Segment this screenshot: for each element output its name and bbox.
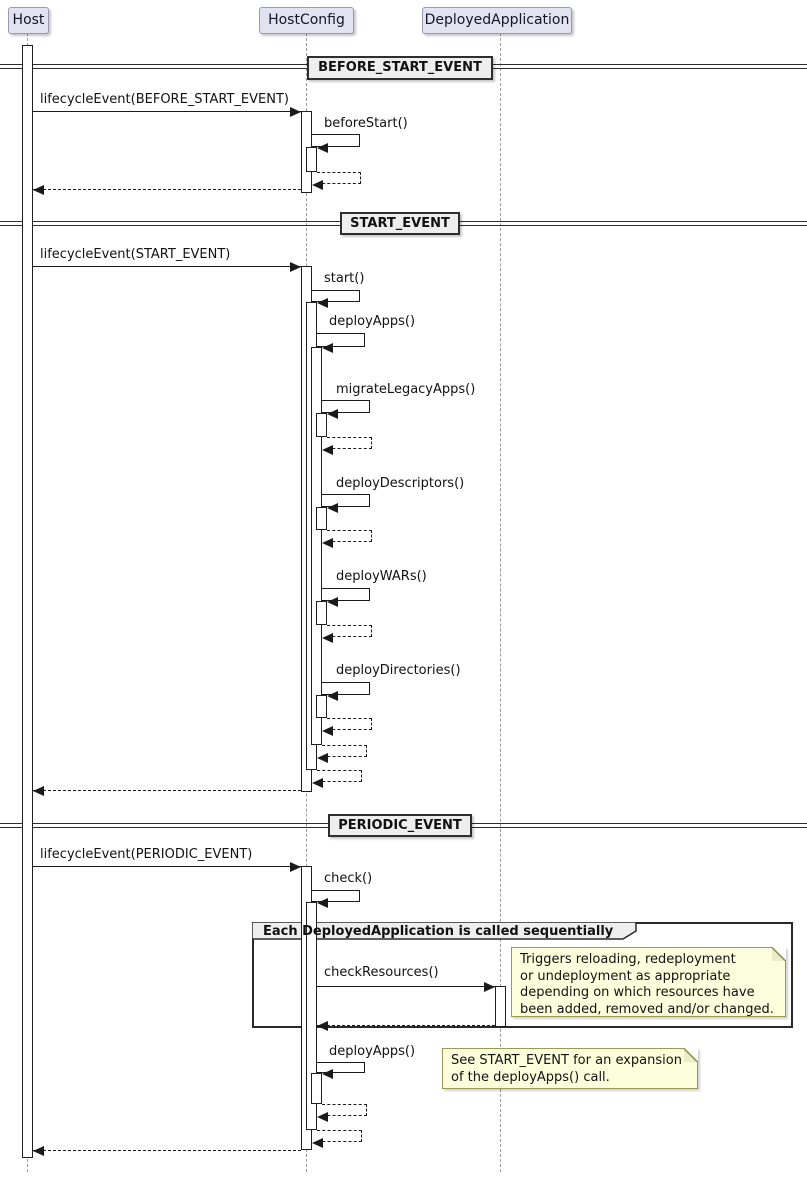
- arrowhead-left-icon: [312, 180, 323, 190]
- activation-bar-deploy-descriptors: [316, 507, 327, 530]
- message-label-migrate-legacy-apps: migrateLegacyApps(): [336, 382, 476, 397]
- message-label-lifecycle-before-start: lifecycleEvent(BEFORE_START_EVENT): [40, 92, 289, 107]
- message-label-lifecycle-start: lifecycleEvent(START_EVENT): [40, 247, 231, 262]
- divider-periodic-event: PERIODIC_EVENT: [328, 814, 472, 837]
- message-label-deploy-descriptors: deployDescriptors(): [336, 476, 465, 491]
- arrowhead-left-icon: [322, 445, 333, 455]
- activation-bar-deployedapplication: [495, 986, 506, 1027]
- message-label-deploy-directories: deployDirectories(): [336, 663, 461, 678]
- message-arrow-check-resources: [317, 986, 495, 987]
- activation-bar-host: [22, 45, 33, 1158]
- message-label-check: check(): [324, 871, 373, 886]
- arrowhead-left-icon: [322, 1069, 333, 1079]
- self-return-deploy-wars: [327, 625, 372, 637]
- arrowhead-left-icon: [33, 185, 44, 195]
- arrowhead-left-icon: [317, 898, 328, 908]
- arrowhead-left-icon: [33, 1146, 44, 1156]
- message-arrow-lifecycle-before-start: [33, 111, 301, 112]
- message-label-start: start(): [324, 271, 365, 286]
- note-line: or undeployment as appropriate: [520, 968, 731, 984]
- self-return-deploy-apps-periodic: [322, 1104, 367, 1116]
- arrowhead-left-icon: [327, 409, 338, 419]
- group-frame-title: Each DeployedApplication is called sequentially: [263, 924, 614, 939]
- divider-start-event: START_EVENT: [340, 212, 460, 235]
- note-line: been added, removed and/or changed.: [520, 1001, 774, 1017]
- arrowhead-right-icon: [290, 862, 301, 872]
- activation-bar-deploy-apps: [311, 347, 322, 745]
- note-line: Triggers reloading, redeployment: [520, 952, 736, 967]
- arrowhead-left-icon: [327, 691, 338, 701]
- self-return-migrate-legacy-apps: [327, 437, 372, 449]
- message-label-deploy-wars: deployWARs(): [336, 569, 427, 584]
- activation-bar-deploy-directories: [316, 695, 327, 718]
- message-label-deploy-apps-periodic: deployApps(): [329, 1044, 416, 1059]
- message-label-check-resources: checkResources(): [324, 965, 439, 980]
- self-return-check: [317, 1130, 362, 1142]
- arrowhead-left-icon: [317, 753, 328, 763]
- note-deploy-apps: [442, 1048, 698, 1089]
- arrowhead-left-icon: [322, 343, 333, 353]
- note-line: depending on which resources have: [520, 985, 755, 1000]
- arrowhead-left-icon: [317, 1021, 328, 1031]
- message-label-lifecycle-periodic: lifecycleEvent(PERIODIC_EVENT): [40, 847, 253, 862]
- arrowhead-left-icon: [312, 778, 323, 788]
- return-arrow-to-host: [33, 790, 301, 791]
- arrowhead-left-icon: [33, 786, 44, 796]
- arrowhead-right-icon: [290, 262, 301, 272]
- return-arrow-to-host: [33, 1150, 301, 1151]
- arrowhead-left-icon: [322, 538, 333, 548]
- note-check-resources: [511, 947, 786, 1017]
- arrowhead-left-icon: [322, 633, 333, 643]
- arrowhead-right-icon: [484, 982, 495, 992]
- message-arrow-lifecycle-start: [33, 266, 301, 267]
- note-fold-icon: [772, 947, 786, 961]
- note-line: See START_EVENT for an expansion: [451, 1053, 682, 1068]
- participant-host: Host: [8, 7, 49, 34]
- arrowhead-right-icon: [290, 107, 301, 117]
- message-label-deploy-apps: deployApps(): [329, 314, 416, 329]
- participant-deployedapplication: DeployedApplication: [422, 7, 572, 34]
- arrowhead-left-icon: [312, 1138, 323, 1148]
- arrowhead-left-icon: [317, 143, 328, 153]
- arrowhead-left-icon: [317, 298, 328, 308]
- arrowhead-left-icon: [327, 503, 338, 513]
- activation-bar-deploy-apps-periodic: [311, 1073, 322, 1104]
- activation-bar-migrate-legacy-apps: [316, 413, 327, 437]
- note-line: of the deployApps() call.: [451, 1069, 610, 1085]
- note-fold-icon: [684, 1048, 698, 1062]
- activation-bar-before-start: [306, 147, 317, 172]
- activation-bar-deploy-wars: [316, 601, 327, 625]
- message-arrow-lifecycle-periodic: [33, 866, 301, 867]
- return-arrow-check-resources: [317, 1025, 495, 1026]
- arrowhead-left-icon: [327, 597, 338, 607]
- return-arrow-to-host: [33, 189, 301, 190]
- message-label-before-start: beforeStart(): [324, 116, 408, 131]
- self-return-start: [317, 770, 362, 782]
- self-return-deploy-descriptors: [327, 530, 372, 542]
- arrowhead-left-icon: [322, 726, 333, 736]
- arrowhead-left-icon: [317, 1112, 328, 1122]
- participant-hostconfig: HostConfig: [259, 7, 354, 34]
- self-return-before-start: [317, 172, 361, 184]
- divider-before-start-event: BEFORE_START_EVENT: [307, 56, 493, 80]
- self-return-deploy-apps: [322, 745, 367, 757]
- self-return-deploy-directories: [327, 718, 372, 730]
